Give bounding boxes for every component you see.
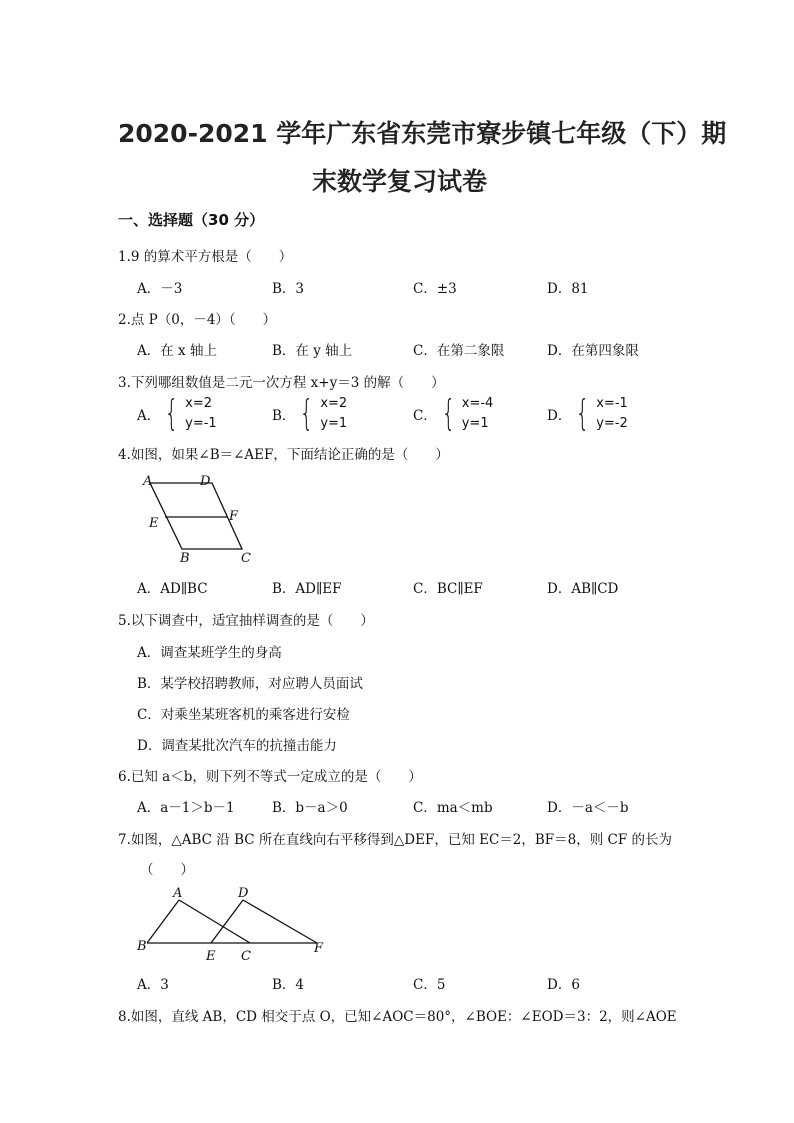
question-4-stem: 4.如图，如果∠B＝∠AEF，下面结论正确的是（ ） [118, 447, 449, 463]
question-5-option-a: A．调查某班学生的身高 [137, 645, 282, 661]
question-3-stem: 3.下列哪组数值是二元一次方程 x+y＝3 的解（ ） [118, 375, 445, 391]
figure-label-c: C [241, 551, 251, 565]
question-7-option-b: B．4 [272, 977, 305, 993]
question-5-stem: 5.以下调查中，适宜抽样调查的是（ ） [118, 613, 374, 629]
question-5-option-b: B．某学校招聘教师，对应聘人员面试 [137, 676, 363, 692]
option-letter: B． [272, 408, 296, 424]
question-3-option-c [413, 394, 493, 434]
equation-system [320, 394, 347, 434]
question-6-option-b: B．b－a＞0 [272, 800, 348, 816]
question-1-stem: 1.9 的算术平方根是（ ） [118, 249, 293, 265]
brace-icon: { [441, 393, 456, 434]
figure-label-b: B [137, 939, 147, 954]
question-1-option-b: B．3 [272, 281, 305, 297]
equation-system [462, 394, 494, 434]
section-heading: 一、选择题（30 分） [118, 211, 265, 229]
question-4-option-c: C．BC∥EF [413, 581, 483, 597]
option-letter: D． [547, 408, 572, 424]
question-6-option-d: D．－a＜－b [547, 800, 629, 816]
question-4-option-b: B．AD∥EF [272, 581, 342, 597]
question-3-option-b [272, 394, 347, 434]
question-6-option-c: C．ma＜mb [413, 800, 493, 816]
question-7-stem-continued: （ ） [140, 862, 194, 878]
question-7-option-d: D．6 [547, 977, 580, 993]
question-4-option-d: D．AB∥CD [547, 581, 619, 597]
question-8-stem: 8.如图，直线 AB，CD 相交于点 O，已知∠AOC＝80°，∠BOE：∠EOD＝3：2，则∠AOE [118, 1009, 677, 1025]
page-title-line-2: 末数学复习试卷 [312, 167, 488, 196]
segment-ac [179, 900, 250, 943]
equation-line: y=1 [320, 416, 348, 431]
figure-label-f: F [314, 941, 324, 956]
brace-icon: { [164, 393, 179, 434]
equation-line: y=-1 [185, 416, 217, 431]
question-4-option-a: A．AD∥BC [137, 581, 208, 597]
question-5-option-d: D．调查某批次汽车的抗撞击能力 [137, 738, 337, 754]
figure-label-d: D [200, 474, 211, 489]
question-7-option-a: A．3 [137, 977, 169, 993]
page-title-line-1: 2020-2021 学年广东省东莞市寮步镇七年级（下）期 [118, 119, 727, 148]
question-4-figure [130, 470, 270, 565]
question-6-stem: 6.已知 a＜b，则下列不等式一定成立的是（ ） [118, 769, 422, 785]
segment-ab [147, 900, 179, 943]
segment-df [243, 900, 317, 943]
question-3-option-a [137, 394, 217, 434]
option-letter: C． [413, 408, 437, 424]
question-1-option-a: A．－3 [137, 281, 183, 297]
equation-line: y=-2 [596, 416, 628, 431]
question-6-option-a: A．a－1＞b－1 [137, 800, 235, 816]
question-2-option-b: B．在 y 轴上 [272, 343, 353, 359]
figure-label-d: D [238, 886, 249, 901]
question-2-option-d: D．在第四象限 [547, 343, 639, 359]
question-2-option-c: C．在第二象限 [413, 343, 505, 359]
question-5-option-c: C．对乘坐某班客机的乘客进行安检 [137, 707, 350, 723]
figure-label-a: A [143, 474, 153, 489]
equation-line: y=1 [461, 416, 489, 431]
figure-label-e: E [149, 516, 159, 531]
option-letter: A． [137, 408, 161, 424]
equation-line: x=2 [185, 396, 213, 411]
equation-line: x=-4 [461, 396, 494, 411]
question-7-option-c: C．5 [413, 977, 446, 993]
question-2-option-a: A．在 x 轴上 [137, 343, 217, 359]
question-3-option-d [547, 394, 628, 434]
figure-label-e: E [206, 949, 216, 964]
question-1-option-c: C．±3 [413, 281, 457, 297]
brace-icon: { [300, 393, 314, 434]
question-2-stem: 2.点 P（0，－4）（ ） [118, 312, 277, 328]
equation-line: x=2 [320, 396, 348, 411]
equation-system [185, 394, 217, 434]
figure-label-c: C [241, 949, 251, 964]
equation-system [596, 394, 628, 434]
equation-line: x=-1 [596, 396, 628, 411]
question-7-figure [132, 882, 332, 964]
figure-label-f: F [229, 509, 239, 524]
figure-label-a: A [173, 886, 183, 901]
question-1-option-d: D．81 [547, 281, 589, 297]
figure-label-b: B [180, 551, 190, 565]
question-7-stem: 7.如图，△ABC 沿 BC 所在直线向右平移得到△DEF，已知 EC＝2，BF＝8，则 CF 的长为 [118, 832, 673, 848]
brace-icon: { [575, 393, 590, 434]
